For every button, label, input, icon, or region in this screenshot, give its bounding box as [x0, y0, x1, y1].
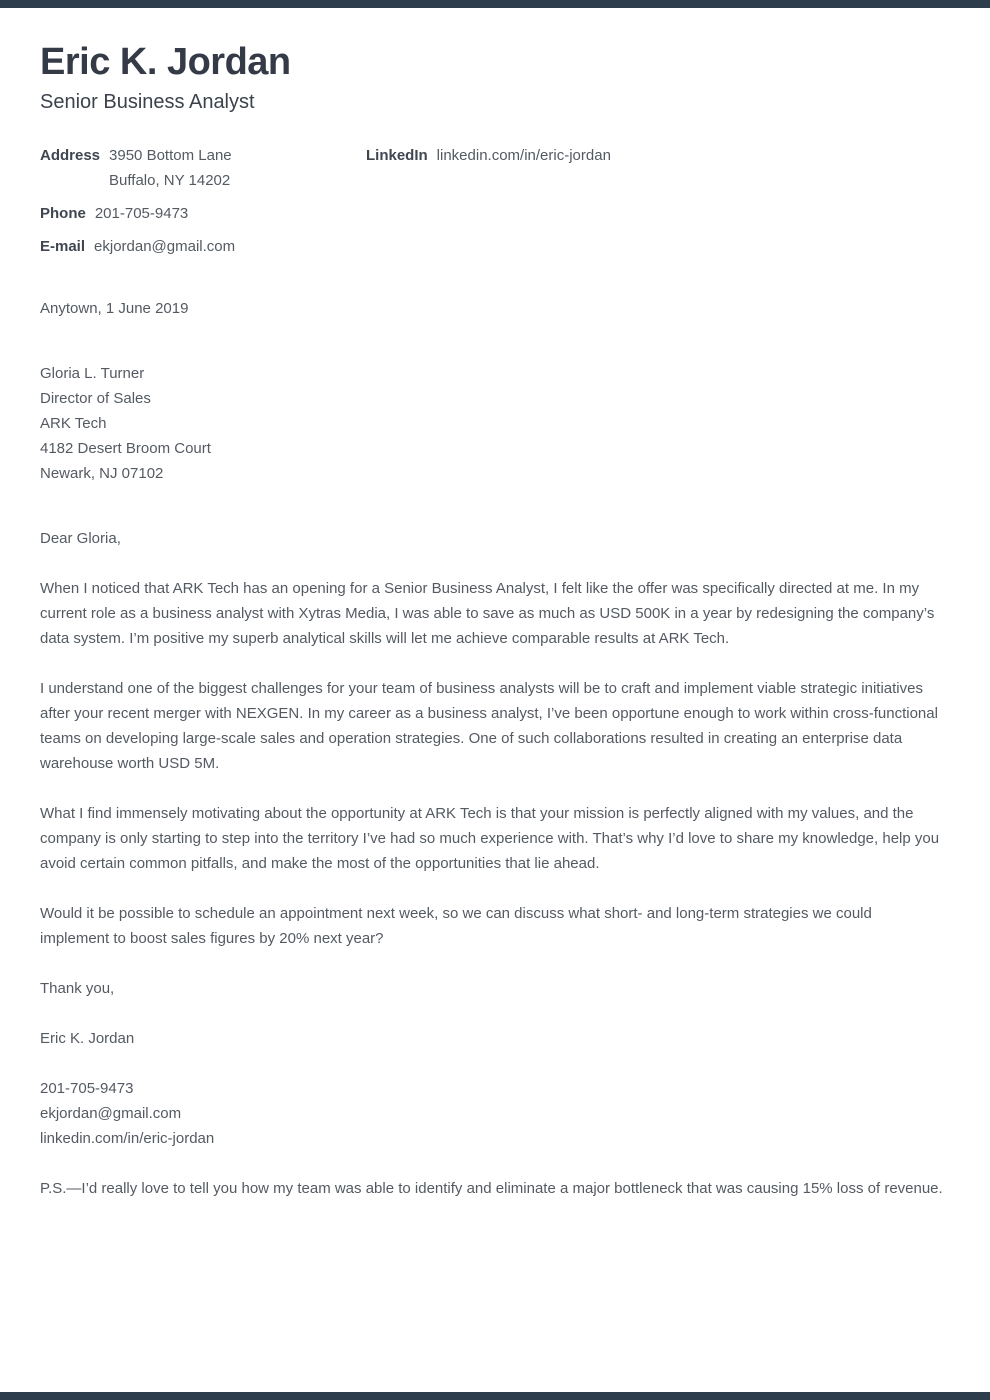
phone-field — [40, 201, 366, 226]
contact-column-right — [366, 143, 945, 267]
signature-linkedin: linkedin.com/in/eric-jordan — [40, 1130, 215, 1147]
recipient-city: Newark, NJ 07102 — [40, 465, 164, 482]
letter-content — [40, 8, 945, 1201]
address-field — [40, 143, 366, 193]
recipient-name: Gloria L. Turner — [40, 365, 145, 382]
signature-contact-block — [40, 1076, 945, 1151]
email-value: ekjordan@gmail.com — [94, 238, 236, 255]
salutation: Dear Gloria, — [40, 530, 121, 547]
body-paragraph-1: When I noticed that ARK Tech has an opening for a Senior Business Analyst, I felt like the offer was specifically directed at me. In my current role as a business analyst with Xytras Media, I was able to save as much as USD 500K in a year by redesigning the company’s data system. I’m positive my superb analytical skills will let me achieve comparable results at ARK Tech. — [40, 580, 935, 647]
contact-section — [40, 143, 945, 267]
phone-value: 201-705-9473 — [94, 205, 189, 222]
linkedin-label: LinkedIn — [366, 147, 428, 164]
body-paragraph-3: What I find immensely motivating about the opportunity at ARK Tech is that your mission is perfectly aligned with my values, and the company is only starting to step into the territory I’ve had so much experience with. That’s why I’d love to share my knowledge, help you avoid certain common pitfalls, and make the most of the opportunities that lie ahead. — [40, 805, 940, 872]
contact-column-left — [40, 143, 366, 267]
linkedin-field — [366, 143, 945, 168]
page-title: Eric K. Jordan — [40, 41, 291, 83]
recipient-company: ARK Tech — [40, 415, 107, 432]
address-label: Address — [40, 147, 101, 164]
bottom-accent-bar — [0, 1392, 990, 1400]
email-field — [40, 234, 366, 259]
address-line1: 3950 Bottom Lane — [109, 147, 232, 164]
closing: Thank you, — [40, 980, 115, 997]
address-line2: Buffalo, NY 14202 — [109, 172, 231, 189]
body-paragraph-2: I understand one of the biggest challenges for your team of business analysts will be to craft and implement viable strategic initiatives after your recent merger with NEXGEN. In my career as a business analyst, I’ve been opportune enough to work within cross-functional teams on developing large-scale sales and operation strategies. One of such collaborations resulted in creating an enterprise data warehouse worth USD 5M. — [40, 680, 938, 772]
date-line: Anytown, 1 June 2019 — [40, 300, 189, 317]
email-label: E-mail — [40, 238, 86, 255]
body-paragraph-4: Would it be possible to schedule an appointment next week, so we can discuss what short- and long-term strategies we could implement to boost sales figures by 20% next year? — [40, 905, 872, 947]
top-accent-bar — [0, 0, 990, 8]
signature-name: Eric K. Jordan — [40, 1030, 135, 1047]
recipient-block — [40, 361, 945, 486]
linkedin-value: linkedin.com/in/eric-jordan — [436, 147, 611, 164]
recipient-title: Director of Sales — [40, 390, 151, 407]
job-title: Senior Business Analyst — [40, 91, 255, 113]
postscript: P.S.—I’d really love to tell you how my team was able to identify and eliminate a major bottleneck that was causing 15% loss of revenue. — [40, 1180, 943, 1197]
signature-email: ekjordan@gmail.com — [40, 1105, 182, 1122]
address-value — [109, 143, 232, 193]
signature-phone: 201-705-9473 — [40, 1080, 134, 1097]
phone-label: Phone — [40, 205, 86, 222]
recipient-street: 4182 Desert Broom Court — [40, 440, 211, 457]
